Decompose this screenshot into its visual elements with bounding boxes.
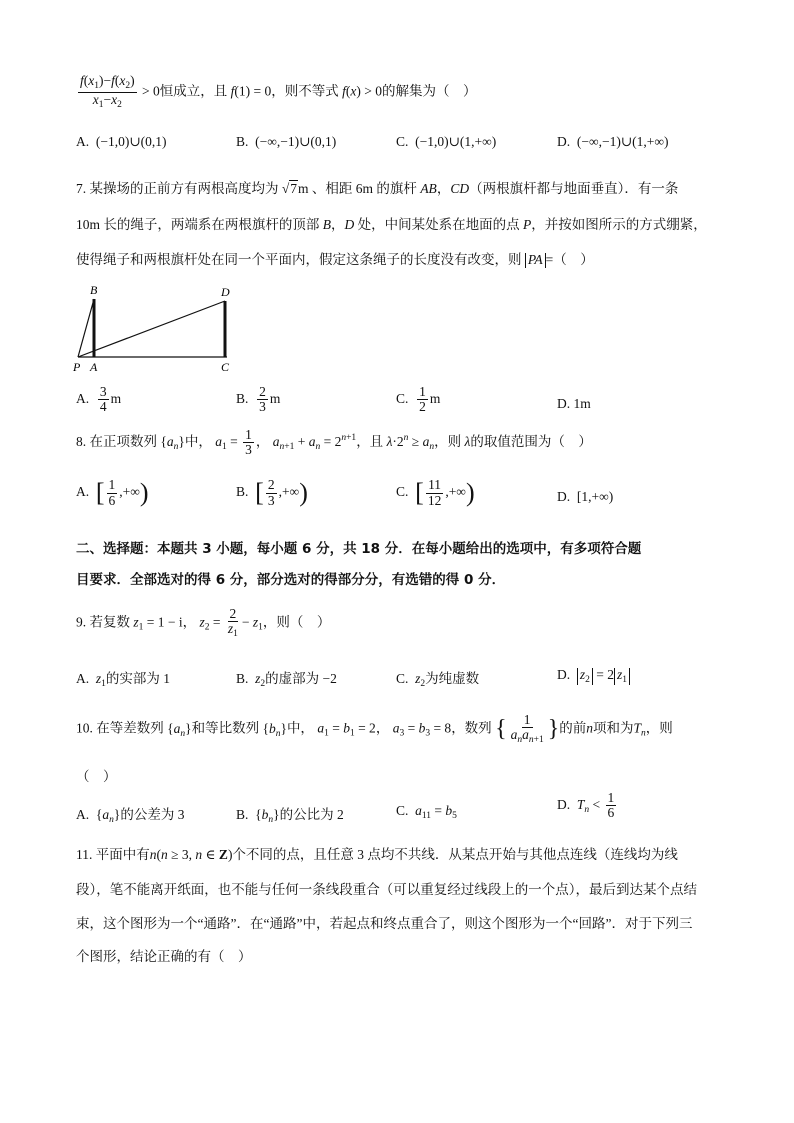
option-label: D. <box>557 134 571 149</box>
q10-text: 和等比数列 <box>191 720 260 736</box>
q7-line-2: 10m 长的绳子，两端系在两根旗杆的顶部 B，D 处，中间某处系在地面的点 P，并按如图所示的方式绷紧， <box>76 217 707 232</box>
a1-fraction: $\frac{1}{3}$ <box>245 427 252 458</box>
q7-text: 使得绳子和两根旗杆处在同一个平面内，假定这条绳子的长度没有改变，则 <box>76 252 522 267</box>
rope-pb <box>78 299 94 357</box>
q10-answer-paren: （ ） <box>76 769 117 784</box>
option-text: 的公差为 3 <box>120 807 185 822</box>
q10-text: 的前 <box>559 720 587 736</box>
unit: m <box>110 390 122 406</box>
q10-text: 10. 在等差数列 <box>76 720 164 736</box>
denominator: 6 <box>108 492 116 508</box>
option-text: 的公比为 2 <box>279 807 344 822</box>
q7-option-d[interactable] <box>557 396 591 412</box>
q7-text: =（ ） <box>545 252 594 267</box>
q7-text: （两根旗杆都与地面垂直）．有一条 <box>469 181 679 196</box>
q10-text: 项和为 <box>592 720 634 736</box>
option-label: A. <box>76 484 90 500</box>
numerator: 3 <box>99 384 107 399</box>
option-label: C. <box>396 390 409 406</box>
option-label: B. <box>236 134 249 149</box>
option-label: A. <box>76 671 90 686</box>
q8-option-c[interactable]: C. [ $\frac{11}{12}$ ,+∞) <box>396 477 475 508</box>
section-2-header-line-2: 目要求．全部选对的得 6 分，部分选对的得部分分，有选错的得 0 分． <box>76 572 506 588</box>
option-label: A. <box>76 807 90 822</box>
option-label: C. <box>396 803 409 818</box>
q7-text: m 、相距 6m 的旗杆 <box>298 181 417 196</box>
q6-tail-b: ，则不等式 <box>271 83 339 99</box>
q9-option-c[interactable]: C. $z_2$为纯虚数 <box>396 671 480 689</box>
q6-tail-a: 恒成立，且 <box>159 83 228 99</box>
numerator: 2 <box>259 384 266 399</box>
q10-option-d[interactable]: D. $T_n$ < $\frac{1}{6}$ <box>557 790 615 821</box>
q8-text: ，且 <box>356 433 384 449</box>
option-text: (−1,0)∪(0,1) <box>95 134 167 149</box>
q11-text: 个不同的点，且任意 3 点均不共线．从某点开始与其他点连线（连线均为线 <box>232 847 678 862</box>
q7-text: 处，中间某处系在地面的点 <box>357 217 520 232</box>
option-label: B. <box>236 484 249 500</box>
label-d: D <box>221 285 230 299</box>
option-label: D. <box>557 796 571 812</box>
denominator: 3 <box>259 399 266 415</box>
label-b: B <box>90 283 98 297</box>
option-text: 的实部为 1 <box>105 671 171 686</box>
q6-condition-line: $\frac{f(x_1)-f(x_2)}{x_1-x_2}$ > 0恒成立，且 f(1) = 0，则不等式 f(x) > 0的解集为（ ） <box>80 73 477 110</box>
q11-text: 11. 平面中有 <box>76 847 150 862</box>
q6-tail-c: 的解集为（ ） <box>382 83 477 99</box>
option-label: B. <box>236 390 249 406</box>
option-label: D. <box>557 489 571 504</box>
numerator: 1 <box>419 384 426 399</box>
numerator: 2 <box>267 477 275 493</box>
option-label: A. <box>76 390 90 406</box>
q9-text: 9. 若复数 <box>76 614 130 630</box>
reciprocal-product-fraction: $\frac{1}{a_na_{n+1}}$ <box>510 712 544 746</box>
denominator: 3 <box>267 492 275 508</box>
one-sixth: $\frac{1}{6}$ <box>607 790 615 821</box>
label-c: C <box>221 360 230 374</box>
q7-option-c[interactable] <box>396 385 440 414</box>
option-text: (−1,0)∪(1,+∞) <box>415 134 497 149</box>
option-label: C. <box>396 484 409 500</box>
q9-text: ，则（ ） <box>262 614 331 630</box>
option-fraction <box>266 478 277 507</box>
q8-line: 8. 在正项数列 $\{a_n\}$中， $a_1$ = $\frac{1}{3}$ ， $a_{n+1} + a_n = 2^{n+1}$，且 $\lambda\cdot 2^n \ge a_n$，则 λ的取值范围为（ ） <box>76 427 592 458</box>
option-fraction <box>107 478 118 507</box>
q11-line-1: 11. 平面中有n(n ≥ 3, n ∈ Z)个不同的点，且任意 3 点均不共线．从某点开始与其他点连线（连线均为线 <box>76 847 678 862</box>
q10-text: ，数列 <box>451 720 492 736</box>
unit: m <box>269 390 281 406</box>
q6-difference-quotient: $\frac{f(x_1)-f(x_2)}{x_1-x_2}$ <box>80 73 135 110</box>
q7-text: 7. 某操场的正前方有两根高度均为 <box>76 181 279 196</box>
denominator: 4 <box>99 399 107 415</box>
option-label: C. <box>396 134 409 149</box>
q10-text: ，则 <box>645 720 673 736</box>
option-label: D. <box>557 396 571 411</box>
option-fraction <box>417 385 428 414</box>
q6-option-d[interactable] <box>557 134 669 150</box>
option-label: C. <box>396 671 409 686</box>
q9-option-a[interactable]: A. $z_1$的实部为 1 <box>76 671 171 689</box>
q8-option-a[interactable]: A. [ $\frac{1}{6}$ ,+∞) <box>76 477 149 508</box>
q10-option-a[interactable]: A. $\{a_n\}$的公差为 3 <box>76 807 185 825</box>
q10-line: 10. 在等差数列 $\{a_n\}$和等比数列 $\{b_n\}$中， $a_1 = b_1 = 2$， $a_3 = b_3 = 8$，数列 { $\frac{1}{a_na_{n+1}}$ }的前n项和为$T_n$，则 <box>76 712 673 746</box>
q7-text: ，并按如图所示的方式绷紧， <box>531 217 707 232</box>
option-text: 1m <box>573 396 591 411</box>
option-label: D. <box>557 667 571 682</box>
option-label: B. <box>236 671 249 686</box>
q7-option-a[interactable] <box>76 385 121 414</box>
option-text: (−∞,−1)∪(0,1) <box>255 134 337 149</box>
unit: m <box>429 390 441 406</box>
flagpole-figure <box>70 282 240 377</box>
q7-option-b[interactable] <box>236 385 280 414</box>
q7-text: 10m 长的绳子，两端系在两根旗杆的顶部 <box>76 217 320 232</box>
q8-text: ， <box>255 433 270 449</box>
option-text: 为纯虚数 <box>425 671 480 686</box>
option-text: [1,+∞) <box>576 489 614 504</box>
numerator: 1 <box>108 477 116 493</box>
label-p: P <box>73 360 81 374</box>
q11-line-4: 个图形，结论正确的有（ ） <box>76 949 252 964</box>
q11-line-3: 束，这个图形为一个“通路”．在“通路”中，若起点和终点重合了，则这个图形为一个“回路”．对于下列三 <box>76 916 693 931</box>
option-fraction <box>98 385 109 414</box>
q9-option-b[interactable]: B. $z_2$的虚部为 −2 <box>236 671 337 689</box>
rope-pd <box>78 301 225 357</box>
q8-text: ，则 <box>434 433 462 449</box>
denominator: 2 <box>419 399 426 415</box>
numerator: 11 <box>428 477 442 493</box>
option-label: B. <box>236 807 249 822</box>
q9-line: 9. 若复数 $z_1 = 1 - i$， $z_2$ = $\frac{2}{z_1}$ − $z_1$，则（ ） <box>76 606 331 640</box>
q6-option-b[interactable] <box>236 134 336 150</box>
abs-pa: PA <box>525 253 546 268</box>
option-text: (−∞,−1)∪(1,+∞) <box>576 134 669 149</box>
q7-line-1: 7. 某操场的正前方有两根高度均为 √7m 、相距 6m 的旗杆 AB，CD（两根旗杆都与地面垂直）．有一条 <box>76 181 679 196</box>
q6-option-a[interactable] <box>76 134 167 150</box>
option-text: 的虚部为 −2 <box>265 671 337 686</box>
q8-text: 8. 在正项数列 <box>76 433 157 449</box>
q6-option-c[interactable] <box>396 134 496 150</box>
q8-option-d[interactable] <box>557 489 613 505</box>
option-fraction <box>257 385 268 414</box>
q8-text: 的取值范围为（ ） <box>470 433 592 449</box>
sqrt-seven: √7 <box>281 181 298 196</box>
q10-option-b[interactable]: B. $\{b_n\}$的公比为 2 <box>236 807 344 825</box>
two-over-z1: $\frac{2}{z_1}$ <box>227 606 238 640</box>
q7-text: ， <box>436 181 451 196</box>
q11-line-2: 段），笔不能离开纸面，也不能与任何一条线段重合（可以重复经过线段上的一个点），最后到达某个点结 <box>76 882 697 897</box>
q10-option-c[interactable]: C. $a_{11} = b_5$ <box>396 803 457 821</box>
q10-text: 中， <box>286 720 314 736</box>
q8-option-b[interactable]: B. [ $\frac{2}{3}$ ,+∞) <box>236 477 308 508</box>
denominator: 12 <box>427 492 442 508</box>
q7-line-3 <box>76 248 594 268</box>
label-a: A <box>90 360 98 374</box>
section-2-header-line-1: 二、选择题：本题共 3 小题，每小题 6 分，共 18 分．在每小题给出的选项中，有多项符合题 <box>76 541 642 557</box>
option-label: A. <box>76 134 90 149</box>
option-fraction <box>426 478 444 507</box>
q8-text: 中， <box>184 433 212 449</box>
q9-option-d[interactable]: D. $z_2 = 2$ $z_1$ <box>557 667 630 685</box>
q10-text: ， <box>375 720 390 736</box>
